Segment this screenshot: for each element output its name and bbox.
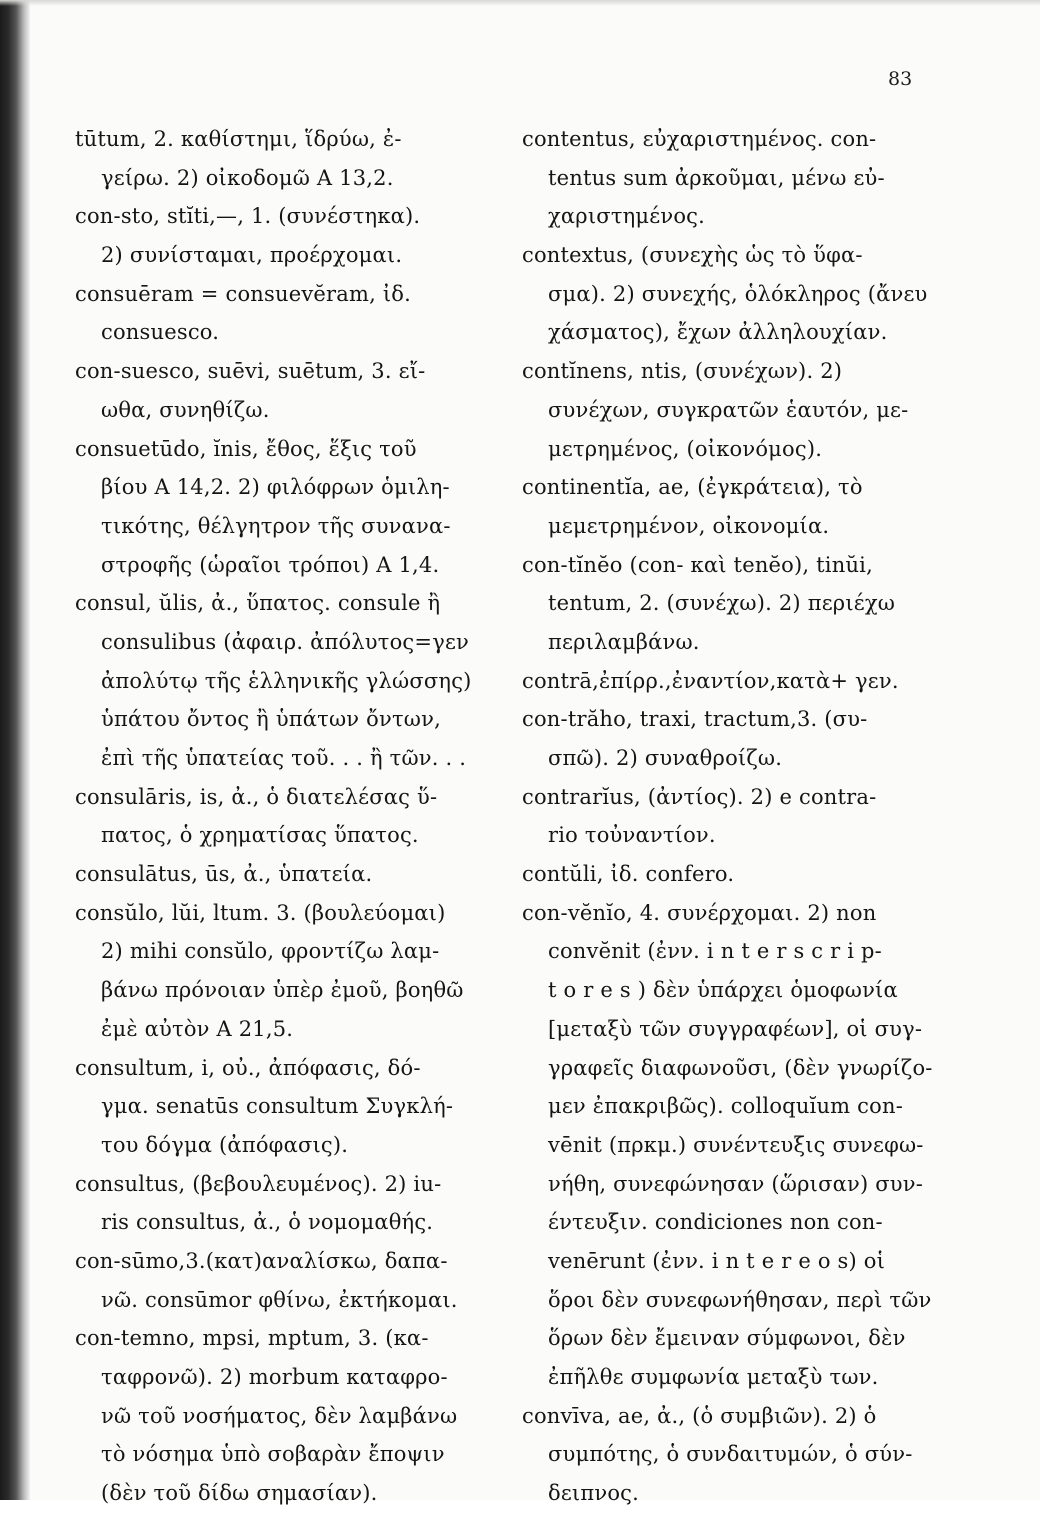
page-number: 83 bbox=[888, 68, 913, 90]
dictionary-line: νῶ. consūmor φθίνω, ἐκτήκομαι. bbox=[101, 1287, 458, 1312]
dictionary-line: t o r e s ) δὲν ὑπάρχει ὁμοφωνία bbox=[548, 978, 898, 1003]
dictionary-line: χάσματος), ἔχων ἀλληλουχίαν. bbox=[548, 320, 888, 345]
dictionary-line: έντευξιν. condiciones non con- bbox=[548, 1210, 883, 1235]
dictionary-line: πατος, ὁ χρηματίσας ὕπατος. bbox=[101, 823, 419, 848]
dictionary-line: [μεταξὺ τῶν συγγραφέων], οἱ συγ- bbox=[548, 1016, 923, 1041]
page-top-shadow bbox=[0, 0, 1040, 6]
dictionary-line: 2) συνίσταμαι, προέρχομαι. bbox=[101, 243, 403, 268]
dictionary-line: ἐμὲ αὐτὸν A 21,5. bbox=[101, 1016, 294, 1041]
dictionary-line: con-tĭnĕo (con- καὶ tenĕo), tinŭi, bbox=[522, 552, 873, 577]
dictionary-line: contĭnens, ntis, (συνέχων). 2) bbox=[522, 359, 843, 384]
dictionary-line: ὅροι δὲν συνεφωνήθησαν, περὶ τῶν bbox=[548, 1287, 932, 1312]
dictionary-line: consuetūdo, ĭnis, ἔθος, ἕξις τοῦ bbox=[75, 436, 417, 461]
dictionary-line: con-vĕnĭo, 4. συνέρχομαι. 2) non bbox=[522, 900, 877, 925]
dictionary-line: con-sto, stĭti,—, 1. (συνέστηκα). bbox=[75, 204, 421, 229]
dictionary-line: consul, ŭlis, ἀ., ὕπατος. consule ἢ bbox=[75, 591, 441, 616]
dictionary-line: ἐπὶ τῆς ὑπατείας τοῦ. . . ἢ τῶν. . . bbox=[101, 746, 467, 770]
dictionary-line: convĕnit (ἐνν. i n t e r s c r i p- bbox=[548, 939, 882, 964]
dictionary-line: contrā,ἐπίρρ.,ἐναντίον,κατὰ+ γεν. bbox=[522, 668, 899, 693]
dictionary-line: (δὲν τοῦ δίδω σημασίαν). bbox=[101, 1481, 378, 1506]
left-column bbox=[75, 120, 490, 1513]
dictionary-line: consuesco. bbox=[101, 320, 220, 345]
dictionary-line: στροφῆς (ὡραῖοι τρόποι) A 1,4. bbox=[101, 552, 440, 577]
dictionary-line: γραφεῖς διαφωνοῦσι, (δὲν γνωρίζο- bbox=[548, 1055, 933, 1080]
dictionary-line: ὑπάτου ὄντος ἢ ὑπάτων ὄντων, bbox=[101, 707, 441, 732]
dictionary-line: consultum, i, οὐ., ἀπόφασις, δό- bbox=[75, 1055, 421, 1080]
dictionary-line: vēnit (πρκμ.) συνέντευξις συνεφω- bbox=[548, 1132, 924, 1157]
dictionary-line: consulibus (ἀφαιρ. ἀπόλυτος=γεν bbox=[101, 629, 469, 654]
dictionary-line: contŭli, ἰδ. confero. bbox=[522, 862, 735, 887]
dictionary-line: γείρω. 2) οἰκοδομῶ A 13,2. bbox=[101, 165, 394, 190]
dictionary-line: ἀπολύτῳ τῆς ἑλληνικῆς γλώσσης) bbox=[101, 668, 472, 693]
dictionary-line: νῶ τοῦ νοσήματος, δὲν λαμβάνω bbox=[101, 1403, 458, 1428]
dictionary-line: δειπνος. bbox=[548, 1481, 640, 1506]
dictionary-line: βίου A 14,2. 2) φιλόφρων ὁμιλη- bbox=[101, 475, 450, 500]
dictionary-line: βάνω πρόνοιαν ὑπὲρ ἐμοῦ, βοηθῶ bbox=[101, 978, 464, 1003]
right-column bbox=[522, 120, 942, 1513]
dictionary-line: ωθα, συνηθίζω. bbox=[101, 397, 270, 422]
dictionary-line: consulāris, is, ἀ., ὁ διατελέσας ὕ- bbox=[75, 784, 438, 809]
dictionary-line: consuēram = consuevĕram, ἰδ. bbox=[75, 281, 412, 306]
dictionary-line: continentĭa, ae, (ἐγκράτεια), τὸ bbox=[522, 475, 863, 500]
dictionary-line: μεν ἐπακριβῶς). colloquĭum con- bbox=[548, 1094, 903, 1119]
dictionary-line: consultus, (βεβουλευμένος). 2) iu- bbox=[75, 1171, 442, 1196]
dictionary-line: ταφρονῶ). 2) morbum καταφρο- bbox=[101, 1365, 448, 1389]
dictionary-line: consŭlo, lŭi, ltum. 3. (βουλεύομαι) bbox=[75, 900, 446, 925]
dictionary-line: contrarĭus, (ἀντίος). 2) e contra- bbox=[522, 784, 877, 809]
dictionary-line: ἐπῆλθε συμφωνία μεταξὺ των. bbox=[548, 1365, 879, 1389]
dictionary-line: con-trăho, traxi, tractum,3. (συ- bbox=[522, 707, 868, 732]
dictionary-line: συνέχων, συγκρατῶν ἑαυτόν, με- bbox=[548, 397, 909, 422]
dictionary-line: μετρημένος, (οἰκονόμος). bbox=[548, 436, 823, 461]
dictionary-line: μεμετρημένον, οἰκονομία. bbox=[548, 513, 830, 538]
book-spine-shadow bbox=[0, 0, 30, 1500]
dictionary-line: σμα). 2) συνεχής, ὁλόκληρος (ἄνευ bbox=[548, 281, 928, 306]
dictionary-line: ris consultus, ἀ., ὁ νομομαθής. bbox=[101, 1210, 434, 1235]
dictionary-line: tentus sum ἀρκοῦμαι, μένω εὐ- bbox=[548, 165, 885, 190]
dictionary-line: con-suesco, suēvi, suētum, 3. εἴ- bbox=[75, 359, 426, 384]
dictionary-line: χαριστημένος. bbox=[548, 204, 705, 229]
dictionary-line: contentus, εὐχαριστημένος. con- bbox=[522, 127, 877, 151]
dictionary-line: tentum, 2. (συνέχω). 2) περιέχω bbox=[548, 591, 896, 616]
dictionary-line: rio τοὐναντίον. bbox=[548, 823, 716, 848]
dictionary-line: 2) mihi consŭlo, φροντίζω λαμ- bbox=[101, 939, 440, 964]
dictionary-line: γμα. senatūs consultum Συγκλή- bbox=[101, 1094, 454, 1119]
dictionary-line: συμπότης, ὁ συνδαιτυμών, ὁ σύν- bbox=[548, 1442, 913, 1467]
dictionary-line: ὅρων δὲν ἔμειναν σύμφωνοι, δὲν bbox=[548, 1326, 906, 1351]
dictionary-line: περιλαμβάνω. bbox=[548, 629, 700, 654]
dictionary-line: του δόγμα (ἀπόφασις). bbox=[101, 1132, 349, 1157]
dictionary-line: contextus, (συνεχὴς ὡς τὸ ὕφα- bbox=[522, 243, 863, 268]
dictionary-line: convīva, ae, ἀ., (ὁ συμβιῶν). 2) ὁ bbox=[522, 1403, 877, 1428]
dictionary-line: con-temno, mpsi, mptum, 3. (κα- bbox=[75, 1326, 429, 1351]
dictionary-line: tūtum, 2. καθίστημι, ἵδρύω, ἐ- bbox=[75, 127, 402, 151]
dictionary-line: consulātus, ūs, ἀ., ὑπατεία. bbox=[75, 862, 373, 887]
dictionary-line: σπῶ). 2) συναθροίζω. bbox=[548, 746, 783, 770]
dictionary-line: τικότης, θέλγητρον τῆς συνανα- bbox=[101, 513, 451, 538]
dictionary-line: venērunt (ἐνν. i n t e r e o s) οἱ bbox=[548, 1248, 886, 1273]
dictionary-line: con-sūmo,3.(κατ)αναλίσκω, δαπα- bbox=[75, 1248, 448, 1273]
dictionary-line: νήθη, συνεφώνησαν (ὥρισαν) συν- bbox=[548, 1171, 924, 1196]
dictionary-line: τὸ νόσημα ὑπὸ σοβαρὰν ἔποψιν bbox=[101, 1442, 445, 1467]
